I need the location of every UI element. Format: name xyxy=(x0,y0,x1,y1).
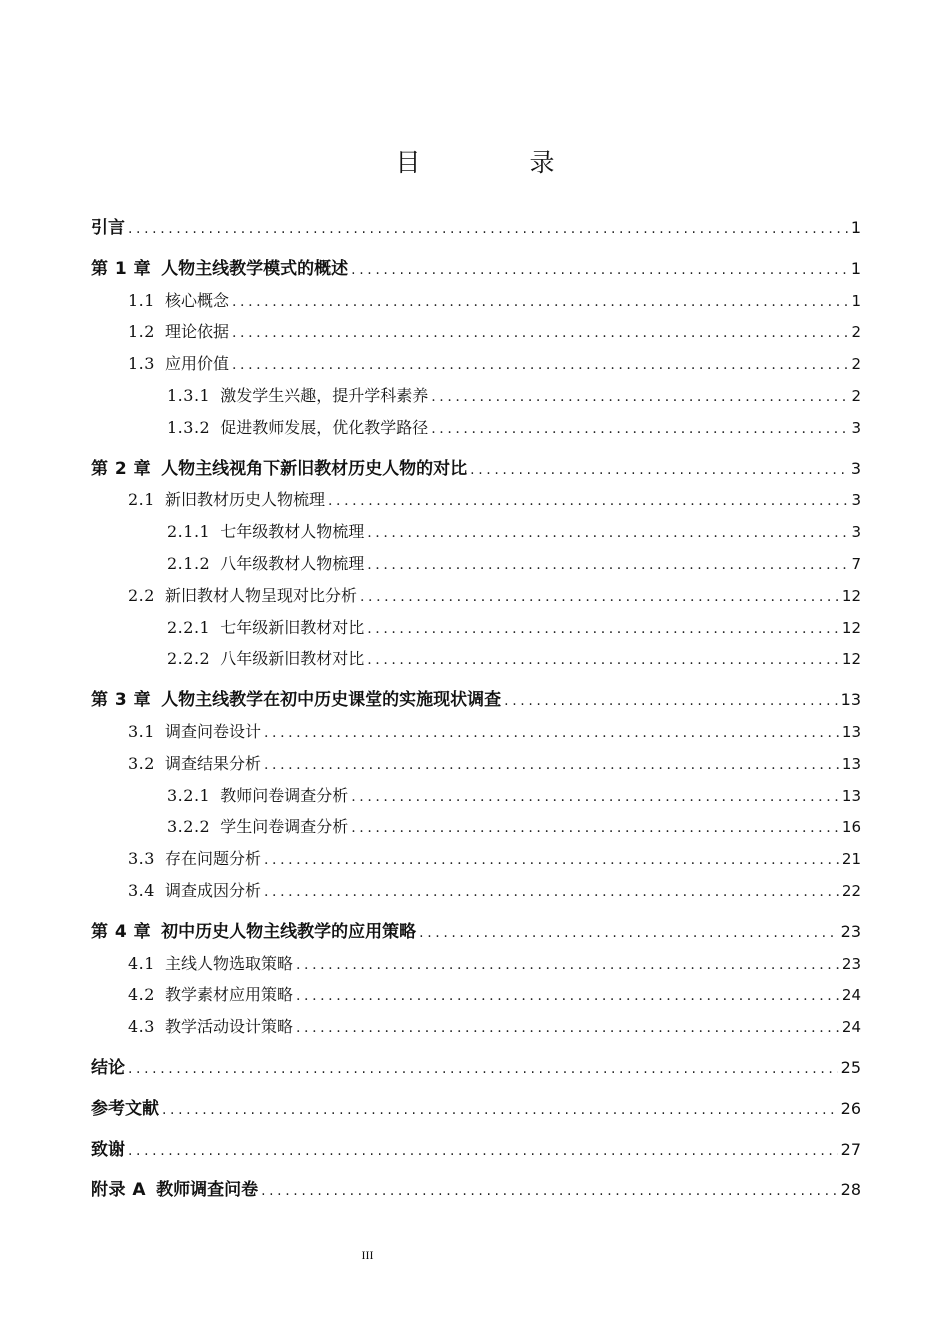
dot-leader xyxy=(232,318,848,350)
toc-entry-appendix-a[interactable] xyxy=(91,1174,861,1206)
dot-leader xyxy=(504,686,837,718)
dot-leader xyxy=(264,877,839,909)
dot-leader xyxy=(128,1136,838,1168)
toc-entry-number: 第 1 章 xyxy=(91,258,152,279)
dot-leader xyxy=(351,782,839,814)
toc-entry-number: 第 3 章 xyxy=(91,690,152,711)
dot-leader xyxy=(264,750,839,782)
toc-page-number: 2 xyxy=(851,355,861,374)
toc-entry-acknowledgements[interactable] xyxy=(91,1134,861,1166)
toc-page-number: 13 xyxy=(840,690,861,710)
toc-entry-text: 调查问卷设计 xyxy=(164,721,261,741)
toc-entry-text: 引言 xyxy=(91,218,125,238)
toc-entry-text: 初中历史人物主线教学的应用策略 xyxy=(161,921,417,942)
toc-entry-text: 激发学生兴趣，提升学科素养 xyxy=(220,385,429,405)
toc-page-number: 7 xyxy=(851,554,861,573)
toc-entry-number: 2.1.1 xyxy=(167,522,211,542)
toc-page-number: 12 xyxy=(841,618,861,637)
toc-page-number: 25 xyxy=(840,1057,861,1077)
toc-entry-chapter-2[interactable] xyxy=(91,453,861,485)
toc-page-number: 12 xyxy=(841,650,861,669)
toc-entry-text: 主线人物选取策略 xyxy=(164,953,293,973)
toc-page-number: 23 xyxy=(840,921,861,941)
toc-entry-number: 3.2.1 xyxy=(167,785,211,805)
toc-entry-section-4-1[interactable] xyxy=(91,948,861,980)
toc-entry-text: 参考文献 xyxy=(91,1098,159,1119)
toc-entry-text: 调查成因分析 xyxy=(164,880,261,900)
toc-entry-section-2-2-1[interactable] xyxy=(91,612,861,644)
toc-entry-text: 新旧教材历史人物梳理 xyxy=(164,490,325,510)
dot-leader xyxy=(296,981,839,1013)
toc-page-number: 13 xyxy=(841,786,861,805)
table-of-contents xyxy=(91,212,861,1206)
dot-leader xyxy=(162,1095,838,1127)
toc-entry-chapter-1[interactable] xyxy=(91,253,861,285)
toc-entry-number: 4.1 xyxy=(128,953,155,973)
toc-entry-number: 3.4 xyxy=(128,880,155,900)
toc-page-number: 13 xyxy=(841,754,861,773)
toc-entry-number: 1.2 xyxy=(128,322,155,342)
dot-leader xyxy=(431,414,848,446)
toc-entry-subtitle: 教师调查问卷 xyxy=(156,1180,259,1201)
toc-entry-text: 应用价值 xyxy=(164,354,229,374)
toc-entry-text: 七年级新旧教材对比 xyxy=(220,617,365,637)
toc-entry-section-2-1-1[interactable] xyxy=(91,516,861,548)
dot-leader xyxy=(328,486,848,518)
toc-entry-chapter-4[interactable] xyxy=(91,916,861,948)
dot-leader xyxy=(360,582,839,614)
toc-page-number: 1 xyxy=(851,291,861,310)
toc-entry-number: 3.2 xyxy=(128,753,155,773)
toc-entry-number: 3.3 xyxy=(128,849,155,869)
toc-page-number: 3 xyxy=(851,418,861,437)
toc-entry-text: 人物主线视角下新旧教材历史人物的对比 xyxy=(161,458,468,479)
toc-entry-section-2-1-2[interactable] xyxy=(91,548,861,580)
dot-leader xyxy=(264,718,839,750)
toc-entry-number: 2.2.1 xyxy=(167,617,211,637)
toc-entry-chapter-3[interactable] xyxy=(91,684,861,716)
dot-leader xyxy=(128,1054,838,1086)
toc-entry-number: 2.2 xyxy=(128,585,155,605)
toc-page-number: 3 xyxy=(851,491,861,510)
toc-entry-number: 3.1 xyxy=(128,721,155,741)
toc-page-number: 28 xyxy=(840,1180,861,1200)
toc-page-number: 1 xyxy=(850,258,861,278)
toc-entry-number: 1.1 xyxy=(128,290,155,310)
dot-leader xyxy=(351,813,839,845)
toc-entry-section-1-2[interactable] xyxy=(91,316,861,348)
dot-leader xyxy=(431,382,848,414)
toc-entry-section-3-2-1[interactable] xyxy=(91,780,861,812)
toc-entry-text: 核心概念 xyxy=(164,290,229,310)
toc-entry-number: 2.2.2 xyxy=(167,649,211,669)
dot-leader xyxy=(419,918,837,950)
toc-entry-section-3-3[interactable] xyxy=(91,843,861,875)
toc-entry-number: 第 4 章 xyxy=(91,921,152,942)
toc-page-number: 24 xyxy=(841,1018,861,1037)
toc-entry-section-3-2[interactable] xyxy=(91,748,861,780)
toc-entry-section-2-2-2[interactable] xyxy=(91,643,861,675)
toc-page-number: 23 xyxy=(841,954,861,973)
toc-entry-text: 八年级新旧教材对比 xyxy=(220,649,365,669)
toc-entry-text: 结论 xyxy=(91,1057,125,1078)
dot-leader xyxy=(232,287,848,319)
dot-leader xyxy=(232,350,848,382)
toc-page-number: 24 xyxy=(841,986,861,1005)
toc-entry-number: 3.2.2 xyxy=(167,817,211,837)
toc-entry-section-1-3[interactable] xyxy=(91,348,861,380)
toc-page-number: 13 xyxy=(841,722,861,741)
dot-leader xyxy=(296,1013,839,1045)
toc-entry-text: 促进教师发展，优化教学路径 xyxy=(220,417,429,437)
toc-entry-references[interactable] xyxy=(91,1093,861,1125)
toc-entry-number: 2.1 xyxy=(128,490,155,510)
dot-leader xyxy=(367,645,839,677)
toc-entry-text: 学生问卷调查分析 xyxy=(220,817,349,837)
toc-entry-number: 1.3.1 xyxy=(167,385,211,405)
toc-entry-conclusion[interactable] xyxy=(91,1052,861,1084)
toc-entry-text: 理论依据 xyxy=(164,322,229,342)
toc-entry-text: 存在问题分析 xyxy=(164,849,261,869)
dot-leader xyxy=(367,614,839,646)
toc-entry-text: 新旧教材人物呈现对比分析 xyxy=(164,585,357,605)
dot-leader xyxy=(351,255,848,287)
toc-entry-number: 1.3 xyxy=(128,354,155,374)
toc-page-number: 22 xyxy=(841,881,861,900)
toc-entry-text: 教学活动设计策略 xyxy=(164,1017,293,1037)
toc-page-number: 3 xyxy=(851,523,861,542)
toc-entry-section-3-4[interactable] xyxy=(91,875,861,907)
toc-entry-section-3-1[interactable] xyxy=(91,716,861,748)
toc-entry-number: 2.1.2 xyxy=(167,553,211,573)
toc-entry-section-2-2[interactable] xyxy=(91,580,861,612)
toc-page-number: 12 xyxy=(841,586,861,605)
toc-entry-text: 教学素材应用策略 xyxy=(164,985,293,1005)
toc-entry-section-1-3-1[interactable] xyxy=(91,380,861,412)
toc-entry-section-4-2[interactable] xyxy=(91,979,861,1011)
dot-leader xyxy=(264,845,839,877)
toc-page-number: 21 xyxy=(841,850,861,869)
toc-entry-number: 1.3.2 xyxy=(167,417,211,437)
toc-page-number: 2 xyxy=(851,323,861,342)
toc-title: 目 录 xyxy=(395,148,597,177)
toc-entry-text: 调查结果分析 xyxy=(164,753,261,773)
toc-entry-number: 4.3 xyxy=(128,1017,155,1037)
toc-entry-section-3-2-2[interactable] xyxy=(91,811,861,843)
toc-page-number: 16 xyxy=(841,818,861,837)
toc-page-number: 26 xyxy=(840,1098,861,1118)
page-number-footer: III xyxy=(361,1248,374,1262)
dot-leader xyxy=(128,214,848,246)
toc-entry-text: 致谢 xyxy=(91,1139,125,1160)
toc-entry-text: 七年级教材人物梳理 xyxy=(220,522,365,542)
toc-entry-number: 4.2 xyxy=(128,985,155,1005)
dot-leader xyxy=(296,950,839,982)
toc-entry-section-1-3-2[interactable] xyxy=(91,412,861,444)
dot-leader xyxy=(367,518,848,550)
toc-page-number: 27 xyxy=(840,1139,861,1159)
toc-page-number: 3 xyxy=(850,458,861,478)
toc-entry-text: 八年级教材人物梳理 xyxy=(220,553,365,573)
toc-entry-introduction[interactable] xyxy=(91,212,861,244)
toc-entry-section-2-1[interactable] xyxy=(91,484,861,516)
dot-leader xyxy=(261,1176,838,1208)
toc-entry-text: 教师问卷调查分析 xyxy=(220,785,349,805)
toc-entry-text: 附录 A xyxy=(91,1180,147,1201)
toc-page-number: 1 xyxy=(850,218,861,237)
toc-page-number: 2 xyxy=(851,386,861,405)
dot-leader xyxy=(470,455,848,487)
toc-entry-number: 第 2 章 xyxy=(91,458,152,479)
dot-leader xyxy=(367,550,848,582)
toc-entry-section-4-3[interactable] xyxy=(91,1011,861,1043)
toc-entry-section-1-1[interactable] xyxy=(91,285,861,317)
toc-entry-text: 人物主线教学在初中历史课堂的实施现状调查 xyxy=(161,690,502,711)
toc-entry-text: 人物主线教学模式的概述 xyxy=(161,258,349,279)
